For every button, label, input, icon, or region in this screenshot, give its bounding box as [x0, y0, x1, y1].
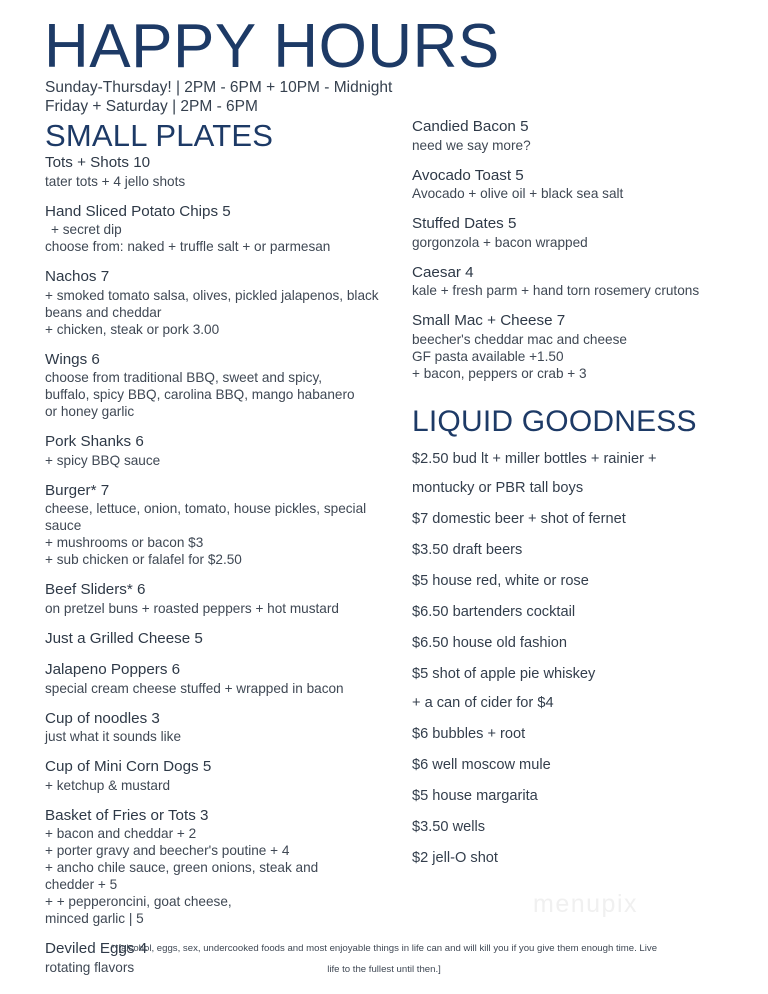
menu-item-description: minced garlic | 5 [45, 911, 144, 926]
drink-item-name: $7 domestic beer + shot of fernet [412, 510, 626, 527]
menu-item-description: + spicy BBQ sauce [45, 452, 161, 468]
menu-item [45, 351, 406, 421]
menu-item [45, 154, 406, 190]
menu-item [45, 807, 406, 928]
menu-item-name: Tots + Shots 10 [45, 154, 151, 171]
menu-item-name: Caesar 4 [412, 263, 474, 281]
menu-item-name: Deviled Eggs 4 [45, 940, 148, 957]
menu-item-description: Avocado + olive oil + black sea salt [412, 186, 624, 201]
menu-masthead [38, 0, 730, 118]
drink-item [412, 756, 730, 774]
drink-item [412, 787, 730, 805]
menu-item [45, 482, 406, 569]
menu-item-name: Beef Sliders* 6 [45, 581, 146, 598]
schedule-line-weekend: Friday + Saturday | 2PM - 6PM [45, 98, 258, 115]
menu-item-description: + smoked tomato salsa, olives, pickled jalapenos, black [45, 287, 379, 303]
menu-item-name: Jalapeno Poppers 6 [45, 661, 181, 678]
drink-item [412, 818, 730, 836]
menu-item-description: on pretzel buns + roasted peppers + hot mustard [45, 600, 339, 616]
section-heading-small-plates: SMALL PLATES [45, 118, 274, 153]
menu-item-description: special cream cheese stuffed + wrapped in bacon [45, 680, 344, 696]
menu-column-left [38, 118, 406, 976]
drink-item-name: $5 house red, white or rose [412, 572, 589, 589]
disclaimer-line-1: **[alcohol, eggs, sex, undercooked foods and most enjoyable things in life can and will kill you if you give them enough time. Live [110, 943, 658, 954]
menu-item [412, 167, 730, 203]
menu-item-description: choose from: naked + truffle salt + or parmesan [45, 239, 331, 254]
menu-item-description: + mushrooms or bacon $3 [45, 535, 204, 550]
menu-item [45, 758, 406, 794]
menu-item-description: choose from traditional BBQ, sweet and spicy, [45, 370, 323, 385]
menu-item-description: + + pepperoncini, goat cheese, [45, 894, 232, 909]
menu-item-description: kale + fresh parm + hand torn rosemery crutons [412, 283, 700, 298]
menu-item-description: buffalo, spicy BBQ, carolina BBQ, mango habanero [45, 387, 355, 402]
menu-item-name: Stuffed Dates 5 [412, 215, 517, 232]
menu-item-name: Cup of noodles 3 [45, 709, 160, 727]
menu-item-description: beans and cheddar [45, 304, 162, 320]
menu-item-description: + ketchup & mustard [45, 777, 171, 793]
menu-item-name: Avocado Toast 5 [412, 166, 524, 184]
drink-item [412, 634, 730, 652]
menu-item [45, 268, 406, 338]
drink-item [412, 541, 730, 559]
menu-item-description: GF pasta available +1.50 [412, 348, 564, 364]
drink-item [412, 603, 730, 621]
menu-item-description: just what it sounds like [45, 729, 182, 744]
menu-item [412, 118, 730, 154]
menu-item [45, 661, 406, 697]
menu-item [45, 203, 406, 256]
menu-item-name: Pork Shanks 6 [45, 433, 144, 450]
drink-item-name: $6.50 house old fashion [412, 634, 567, 651]
menu-item-name: Hand Sliced Potato Chips 5 [45, 202, 231, 220]
drink-item [412, 725, 730, 743]
small-plates-list-right [412, 118, 730, 382]
drink-item [412, 665, 730, 712]
menu-item-name: Candied Bacon 5 [412, 118, 529, 135]
schedule-line-weekday: Sunday-Thursday! | 2PM - 6PM + 10PM - Midnight [45, 79, 393, 96]
footer-disclaimer [38, 938, 730, 980]
happy-hour-schedule [45, 78, 392, 116]
drink-item-name: $5 house margarita [412, 787, 538, 804]
menu-item-description: beecher's cheddar mac and cheese [412, 331, 627, 347]
menu-item-name: Wings 6 [45, 350, 100, 368]
menu-item-name: Burger* 7 [45, 481, 110, 499]
menu-item [45, 433, 406, 469]
menu-item-name: Small Mac + Cheese 7 [412, 312, 566, 329]
menu-item [412, 312, 730, 382]
menu-item-description: rotating flavors [45, 959, 135, 975]
menu-item-description: + sub chicken or falafel for $2.50 [45, 552, 242, 567]
menu-item [45, 710, 406, 746]
drink-item-name: $3.50 draft beers [412, 541, 523, 558]
drink-item-name: $3.50 wells [412, 818, 486, 835]
drink-item-name: $5 shot of apple pie whiskey [412, 665, 596, 682]
menu-item-description: tater tots + 4 jello shots [45, 173, 186, 189]
drink-item-description: + a can of cider for $4 [412, 694, 554, 711]
menu-item-name: Cup of Mini Corn Dogs 5 [45, 758, 212, 775]
disclaimer-line-2: life to the fullest until then.] [327, 964, 441, 975]
drink-item-name: $2 jell-O shot [412, 849, 498, 866]
menu-item-description: + bacon and cheddar + 2 [45, 826, 197, 841]
menu-item [412, 264, 730, 300]
drink-item [412, 510, 730, 528]
menu-item [45, 630, 406, 649]
drink-item [412, 450, 730, 497]
menu-item-description: + secret dip [51, 222, 122, 237]
section-heading-liquid-goodness: LIQUID GOODNESS [412, 404, 697, 438]
drink-item-description: montucky or PBR tall boys [412, 479, 584, 496]
small-plates-list-left [45, 154, 406, 976]
menu-item-description: or honey garlic [45, 404, 135, 419]
menupix-watermark: menupix [533, 890, 638, 918]
drink-item-name: $6 bubbles + root [412, 725, 526, 742]
menu-item-description: cheese, lettuce, onion, tomato, house pickles, special [45, 501, 367, 516]
menu-item-description: + ancho chile sauce, green onions, steak and [45, 860, 319, 875]
menu-item-description: gorgonzola + bacon wrapped [412, 234, 588, 250]
liquid-goodness-list [412, 450, 730, 867]
drink-item-name: $6 well moscow mule [412, 756, 551, 773]
menu-item-description: + porter gravy and beecher's poutine + 4 [45, 843, 290, 858]
menu-item-description: need we say more? [412, 137, 531, 153]
page-title: HAPPY HOURS [44, 12, 500, 81]
drink-item-name: $2.50 bud lt + miller bottles + rainier + [412, 450, 657, 467]
menu-item-description: sauce [45, 518, 82, 533]
menu-columns [38, 118, 730, 976]
menu-item-name: Nachos 7 [45, 268, 110, 285]
drink-item-name: $6.50 bartenders cocktail [412, 603, 576, 620]
menu-item [45, 581, 406, 617]
menu-item-name: Just a Grilled Cheese 5 [45, 629, 203, 647]
menu-item-description: + chicken, steak or pork 3.00 [45, 321, 220, 337]
menu-item [412, 215, 730, 251]
drink-item [412, 572, 730, 590]
menu-item-description: + bacon, peppers or crab + 3 [412, 365, 587, 381]
drink-item [412, 849, 730, 867]
menu-item-description: chedder + 5 [45, 877, 118, 892]
menu-column-right [406, 118, 730, 976]
menu-item-name: Basket of Fries or Tots 3 [45, 806, 209, 824]
